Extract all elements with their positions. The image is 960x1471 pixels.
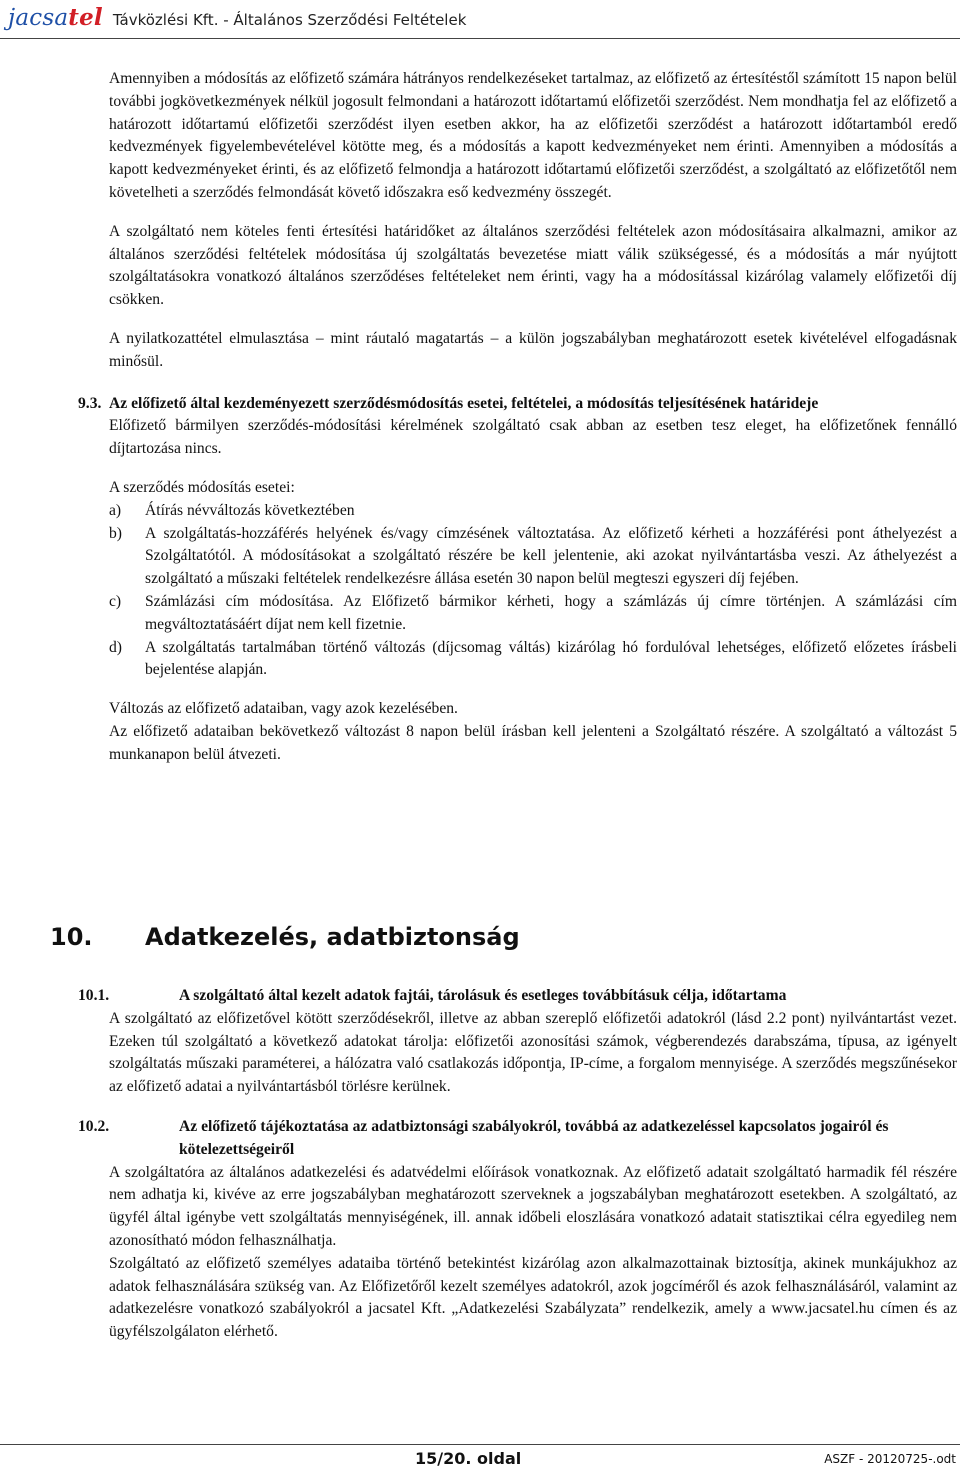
chapter-heading-10: 10. Adatkezelés, adatbiztonság (50, 923, 520, 951)
list-item: c) Számlázási cím módosítása. Az Előfizető bármikor kérheti, hogy a számlázás új címre történjen. A számlázási cím megváltoztatásáért díjat nem kell fizetnie. (109, 592, 957, 633)
list-item: b) A szolgáltatás-hozzáférés helyének és/vagy címzésének változtatása. Az előfizető kérheti a hozzáférési pont áthelyezést a Szolgáltatótól. A módosításokat a szolgáltató részére be kell jelentenie, aki azokat nyilvántartásba veszi. Az áthelyezést a szolgáltató a műszaki feltételek rendelkezésre állása esetén 30 napon belül megteszi egyszeri díj fejében. (109, 524, 957, 588)
section-heading-10-2: 10.2. Az előfizető tájékoztatása az adatbiztonsági szabályokról, továbbá az adatkezeléssel kapcsolatos jogairól és kötelezettségeiről (78, 1117, 889, 1158)
document-body (78, 68, 957, 767)
section-heading-10-1: 10.1. A szolgáltató által kezelt adatok fajtái, tárolásuk és esetleges továbbításuk célja, időtartama (78, 987, 787, 1004)
paragraph: A szolgáltató nem köteles fenti értesítési határidőket az általános szerződési feltételek azon módosításaira alkalmazni, amikor az általános szerződési feltételek módosítása új szolgáltatás bevezetése miatt válik szükségessé, és a módosítás a már nyújtott szolgáltatásokra vonatkozó általános szerződéses feltételeket nem érinti, vagy ha a módosítással kizárólag valamely előfizetői díj csökken. (109, 222, 957, 309)
paragraph: Szolgáltató az előfizető személyes adataiba történő betekintést kizárólag azon alkalmazottainak biztosítja, akinek munkájukhoz az adatok felhasználására szükség van. Az Előfizetőről kezelt személyes adatokról, azok jogcíméről és azok felhasználásáról, valamint az adatkezelésre vonatkozó szabályokról a jacsatel Kft. „Adatkezelési Szabályzata” rendelkezik, amely a www.jacsatel.hu címen és az ügyfélszolgálaton elérhető. (109, 1254, 957, 1341)
paragraph: A nyilatkozattétel elmulasztása – mint ráutaló magatartás – a külön jogszabályban meghatározott esetek kivételével elfogadásnak minősül. (109, 329, 957, 370)
paragraph: A szolgáltatóra az általános adatkezelési és adatvédelmi előírások vonatkoznak. Az előfizető adatait szolgáltató harmadik fél részére nem adhatja ki, kivéve az erre jogszabályban meghatározott szerveknek a jogszabályban meghatározott esetekben. A szolgáltató, az ügyfél által igénybe vett szolgáltatás mennyiségének, ill. annak időbeli eloszlására vonatkozó adatait statisztikai célra egyedileg nem azonosítható módon felhasználhatja. (109, 1163, 957, 1249)
paragraph: Előfizető bármilyen szerződés-módosítási kérelmének szolgáltató csak abban az esetben tesz eleget, ha előfizetőnek fennálló díjtartozása nincs. (109, 417, 957, 458)
company-logo: jacsatel (8, 4, 103, 31)
modification-cases-list (109, 500, 957, 682)
footer-rule (0, 1444, 960, 1445)
list-item: a) Átírás névváltozás következtében (109, 501, 355, 519)
paragraph: Az előfizető adataiban bekövetkező változást 8 napon belül írásban kell jelenteni a Szolgáltató részére. A szolgáltató a változást 5 munkanapon belül átvezeti. (109, 722, 957, 763)
paragraph: A szolgáltató az előfizetővel kötött szerződésekről, illetve az abban szereplő előfizetői adatokról (lásd 2.2 pont) nyilvántartást vezet. Ezeken túl szolgáltató a következő adatokat tárolja: előfizetői azonosítási számok, végberendezés darabszáma, típusa, az igényelt szolgáltatás műszaki paraméterei, a hálózatra való csatlakozás időpontja, IP-címe, a forgalom mennyisége. A szerződés megszűnésekor az előfizető adatai a nyilvántartásból törlésre kerülnek. (109, 1009, 957, 1096)
page-number: 15/20. oldal (415, 1449, 522, 1468)
document-header-title: Távközlési Kft. - Általános Szerződési Feltételek (112, 11, 467, 29)
section-heading-9-3: 9.3. Az előfizető által kezdeményezett szerződésmódosítás esetei, feltételei, a módosítás teljesítésének határideje (78, 394, 819, 412)
page-footer (0, 1447, 960, 1469)
document-code: ASZF - 20120725-.odt (824, 1452, 956, 1466)
page-header (8, 4, 952, 36)
paragraph: Amennyiben a módosítás az előfizető számára hátrányos rendelkezéseket tartalmaz, az előfizető az értesítéstől számított 15 napon belül további jogkövetkezmények nélkül jogosult felmondani a határozott időtartamú előfizetői szerződést. Nem mondhatja fel az előfizető a határozott időtartamú előfizetői szerződést ilyen esetben akkor, ha az előfizetői szerződést a határozott időtartamból eredő kedvezmények figyelembevételével kötötte meg, és a módosítás a kapott kedvezményeket nem érinti. Amennyiben a módosítás a kapott kedvezményeket érinti, és az előfizető felmondja a határozott időtartamú előfizetői szerződést, a szolgáltató az előfizetőtől nem követelheti a szerződés felmondását követő időszakra eső kedvezmény összegét. (109, 70, 957, 201)
list-heading: A szerződés módosítás esetei: (109, 478, 295, 496)
list-item: d) A szolgáltatás tartalmában történő változás (díjcsomag váltás) kizárólag hó fordulóval lehetséges, előfizető előzetes írásbeli bejelentése alapján. (109, 638, 957, 679)
chapter-10-body (78, 985, 957, 1344)
header-rule (0, 38, 960, 39)
paragraph: Változás az előfizető adataiban, vagy azok kezelésében. (109, 700, 458, 718)
